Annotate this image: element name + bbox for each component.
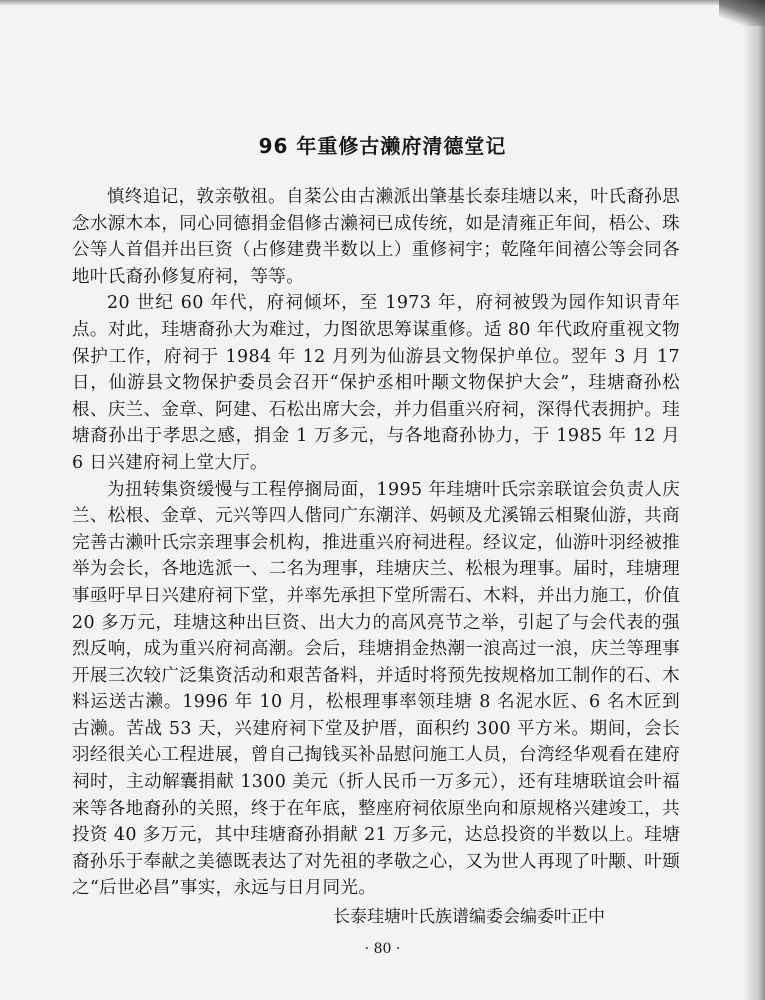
paragraph-1: 慎终追记，敦亲敬祖。自棻公由古濑派出肇基长泰珪塘以来，叶氏裔孙思念水源木本，同心同德捐金倡修古濑祠已成传统，如是清雍正年间，梧公、珠公等人首倡并出巨资（占修建费半数以上）重修祠宇；乾隆年间禧公等会同各地叶氏裔孙修复府祠，等等。 (72, 187, 680, 287)
document-title: 96 年重修古濑府清德堂记 (258, 134, 507, 158)
scan-shadow-top (0, 0, 765, 6)
author-signature: 长泰珪塘叶氏族谱编委会编委叶正中 (333, 907, 605, 927)
paragraph-3: 为扭转集资缓慢与工程停搁局面，1995 年珪塘叶氏宗亲联谊会负责人庆兰、松根、金章、元兴等四人偕同广东潮洋、妈顿及尤溪锦云相聚仙游，共商完善古濑叶氏宗亲理事会机构，推进重兴府祠进程。经议定，仙游叶羽经被推举为会长，各地选派一、二名为理事，珪塘庆兰、松根为理事。届时，珪塘理事亟吁早日兴建府祠下堂，并率先承担下堂所需石、木料，并出力施工，价值 20 多万元，珪塘这种出巨资、出大力的高风亮节之举，引起了与会代表的强烈反响，成为重兴府祠高潮。会后，珪塘捐金热潮一浪高过一浪，庆兰等理事开展三次较广泛集资活动和艰苦备料，并适时将预先按规格加工制作的石、木料运送古濑。1996 年 10 月，松根理事率领珪塘 8 名泥水匠、6 名木匠到古濑。苦战 53 天，兴建府祠下堂及护厝，面积约 300 平方米。期间，会长羽经很关心工程进展，曾自己掏钱买补品慰问施工人员，台湾经华观看在建府祠时，主动解囊捐献 1300 美元（折人民币一万多元），还有珪塘联谊会叶福来等各地裔孙的关照，终于在年底，整座府祠依原坐向和原规格兴建竣工，共投资 40 多万元，其中珪塘裔孙捐献 21 万多元，达总投资的半数以上。珪塘裔孙乐于奉献之美德既表达了对先祖的孝敬之心，又为世人再现了叶颙、叶颋之“后世必昌”事实，永远与日月同光。 (72, 479, 680, 899)
document-body (72, 184, 680, 902)
page-number: · 80 · (364, 941, 401, 957)
paragraph-2: 20 世纪 60 年代，府祠倾坏，至 1973 年，府祠被毁为园作知识青年点。对此，珪塘裔孙大为难过，力图欲思筹谋重修。适 80 年代政府重视文物保护工作，府祠于 1984 年 12 月列为仙游县文物保护单位。翌年 3 月 17 日，仙游县文物保护委员会召开“保护丞相叶颙文物保护大会”，珪塘裔孙松根、庆兰、金章、阿建、石松出席大会，并力倡重兴府祠，深得代表拥护。珪塘裔孙出于孝思之感，捐金 1 万多元，与各地裔孙协力，于 1985 年 12 月 6 日兴建府祠上堂大厅。 (72, 293, 680, 473)
scan-corner-mark (719, 0, 765, 26)
